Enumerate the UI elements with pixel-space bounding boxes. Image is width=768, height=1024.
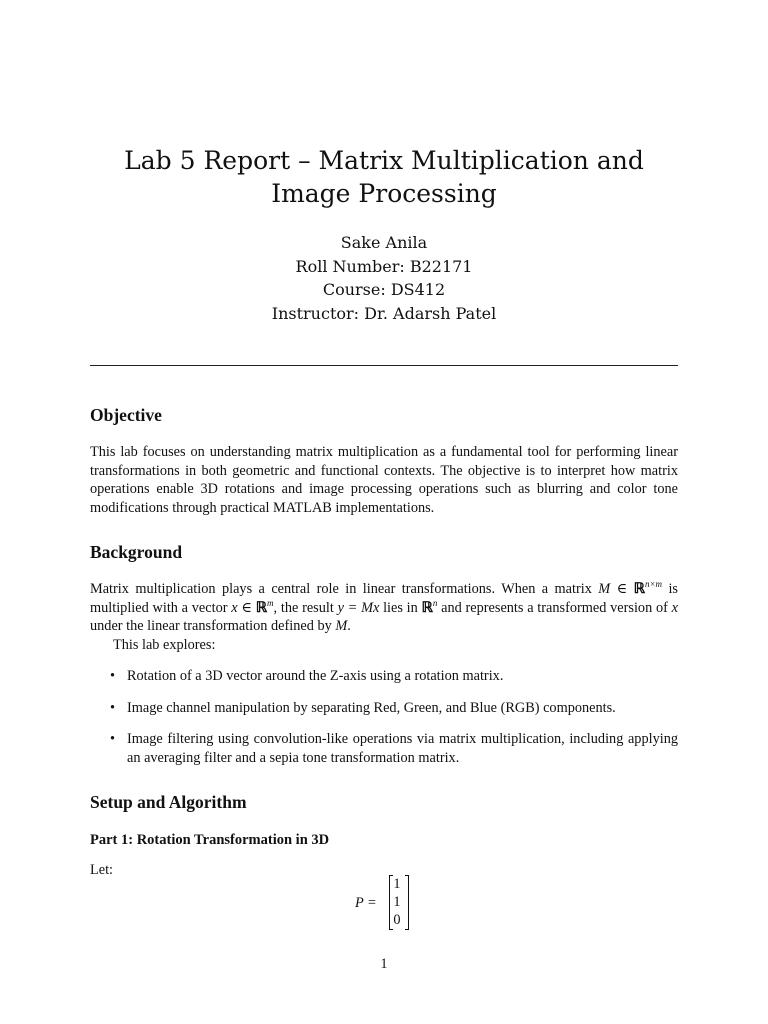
objective-paragraph: This lab focuses on understanding matrix multiplication as a fundamental tool for performing linear transformations in both geometric and functional contexts. The objective is to interpret how matrix operations enable 3D rotations and image processing operations such as blurring and color tone modifications through practical MATLAB implementations. bbox=[90, 444, 678, 516]
list-item-text: Rotation of a 3D vector around the Z-axis using a rotation matrix. bbox=[127, 668, 504, 684]
math-superscript: m bbox=[267, 597, 274, 608]
list-item bbox=[90, 730, 678, 767]
text-run: under the linear transformation defined by bbox=[90, 618, 336, 634]
math-equation: y = Mx bbox=[337, 599, 380, 616]
list-item bbox=[90, 699, 678, 718]
right-bracket-bottom bbox=[405, 929, 409, 930]
matrix-entry: 0 bbox=[393, 912, 401, 928]
text-run: . bbox=[347, 618, 351, 634]
roll-number: Roll Number: B22171 bbox=[295, 256, 473, 276]
right-bracket bbox=[408, 875, 409, 929]
setup-heading: Setup and Algorithm bbox=[90, 792, 247, 812]
math-x: x bbox=[671, 599, 678, 616]
list-item-text: Image channel manipulation by separating Red, Green, and Blue (RGB) components. bbox=[127, 699, 616, 716]
math-reals: ℝ bbox=[421, 599, 433, 616]
document-title bbox=[90, 144, 678, 210]
text-run: Matrix multiplication plays a central role in linear transformations. When a matrix bbox=[90, 581, 599, 597]
matrix-label: P = bbox=[355, 895, 377, 911]
math-M: M bbox=[335, 618, 348, 634]
math-superscript: n bbox=[432, 597, 438, 608]
matrix-entry: 1 bbox=[393, 876, 401, 892]
objective-heading: Objective bbox=[90, 405, 162, 425]
text-run: lies in bbox=[379, 599, 422, 616]
background-explores: This lab explores: bbox=[113, 637, 216, 653]
text-run: ∈ bbox=[610, 581, 634, 597]
bullet-icon: • bbox=[110, 668, 116, 684]
right-bracket-top bbox=[405, 875, 409, 876]
math-reals: ℝ bbox=[633, 581, 645, 597]
text-run: is multiplied with a vector bbox=[90, 581, 678, 616]
math-reals: ℝ bbox=[255, 599, 268, 616]
left-bracket-bottom bbox=[389, 929, 393, 930]
text-run: ∈ bbox=[237, 599, 256, 616]
matrix-entry: 1 bbox=[393, 894, 401, 910]
let-text: Let: bbox=[90, 862, 114, 878]
text-run: , the result bbox=[273, 599, 338, 616]
text-run: and represents a transformed version of bbox=[437, 599, 672, 616]
math-M: M bbox=[598, 581, 611, 597]
part1-heading: Part 1: Rotation Transformation in 3D bbox=[90, 832, 330, 848]
title-line-1: Lab 5 Report – Matrix Multiplication and bbox=[124, 146, 644, 175]
title-line-2: Image Processing bbox=[271, 179, 497, 208]
left-bracket bbox=[389, 875, 390, 929]
bullet-icon: • bbox=[110, 699, 116, 716]
course: Course: DS412 bbox=[322, 280, 446, 299]
background-paragraph bbox=[90, 580, 678, 636]
author-name: Sake Anila bbox=[340, 233, 428, 252]
list-item bbox=[90, 667, 678, 686]
bullet-list bbox=[90, 667, 678, 767]
page-number: 1 bbox=[380, 956, 388, 972]
author-block bbox=[90, 231, 678, 325]
math-superscript: n×m bbox=[644, 579, 663, 590]
list-item-text: Image filtering using convolution-like operations via matrix multiplication, including applying an averaging filter and a sepia tone transformation matrix. bbox=[127, 731, 678, 766]
background-heading: Background bbox=[90, 542, 183, 562]
bullet-icon: • bbox=[110, 731, 116, 747]
instructor: Instructor: Dr. Adarsh Patel bbox=[271, 303, 497, 323]
horizontal-rule bbox=[90, 365, 678, 366]
math-x: x bbox=[231, 599, 238, 616]
